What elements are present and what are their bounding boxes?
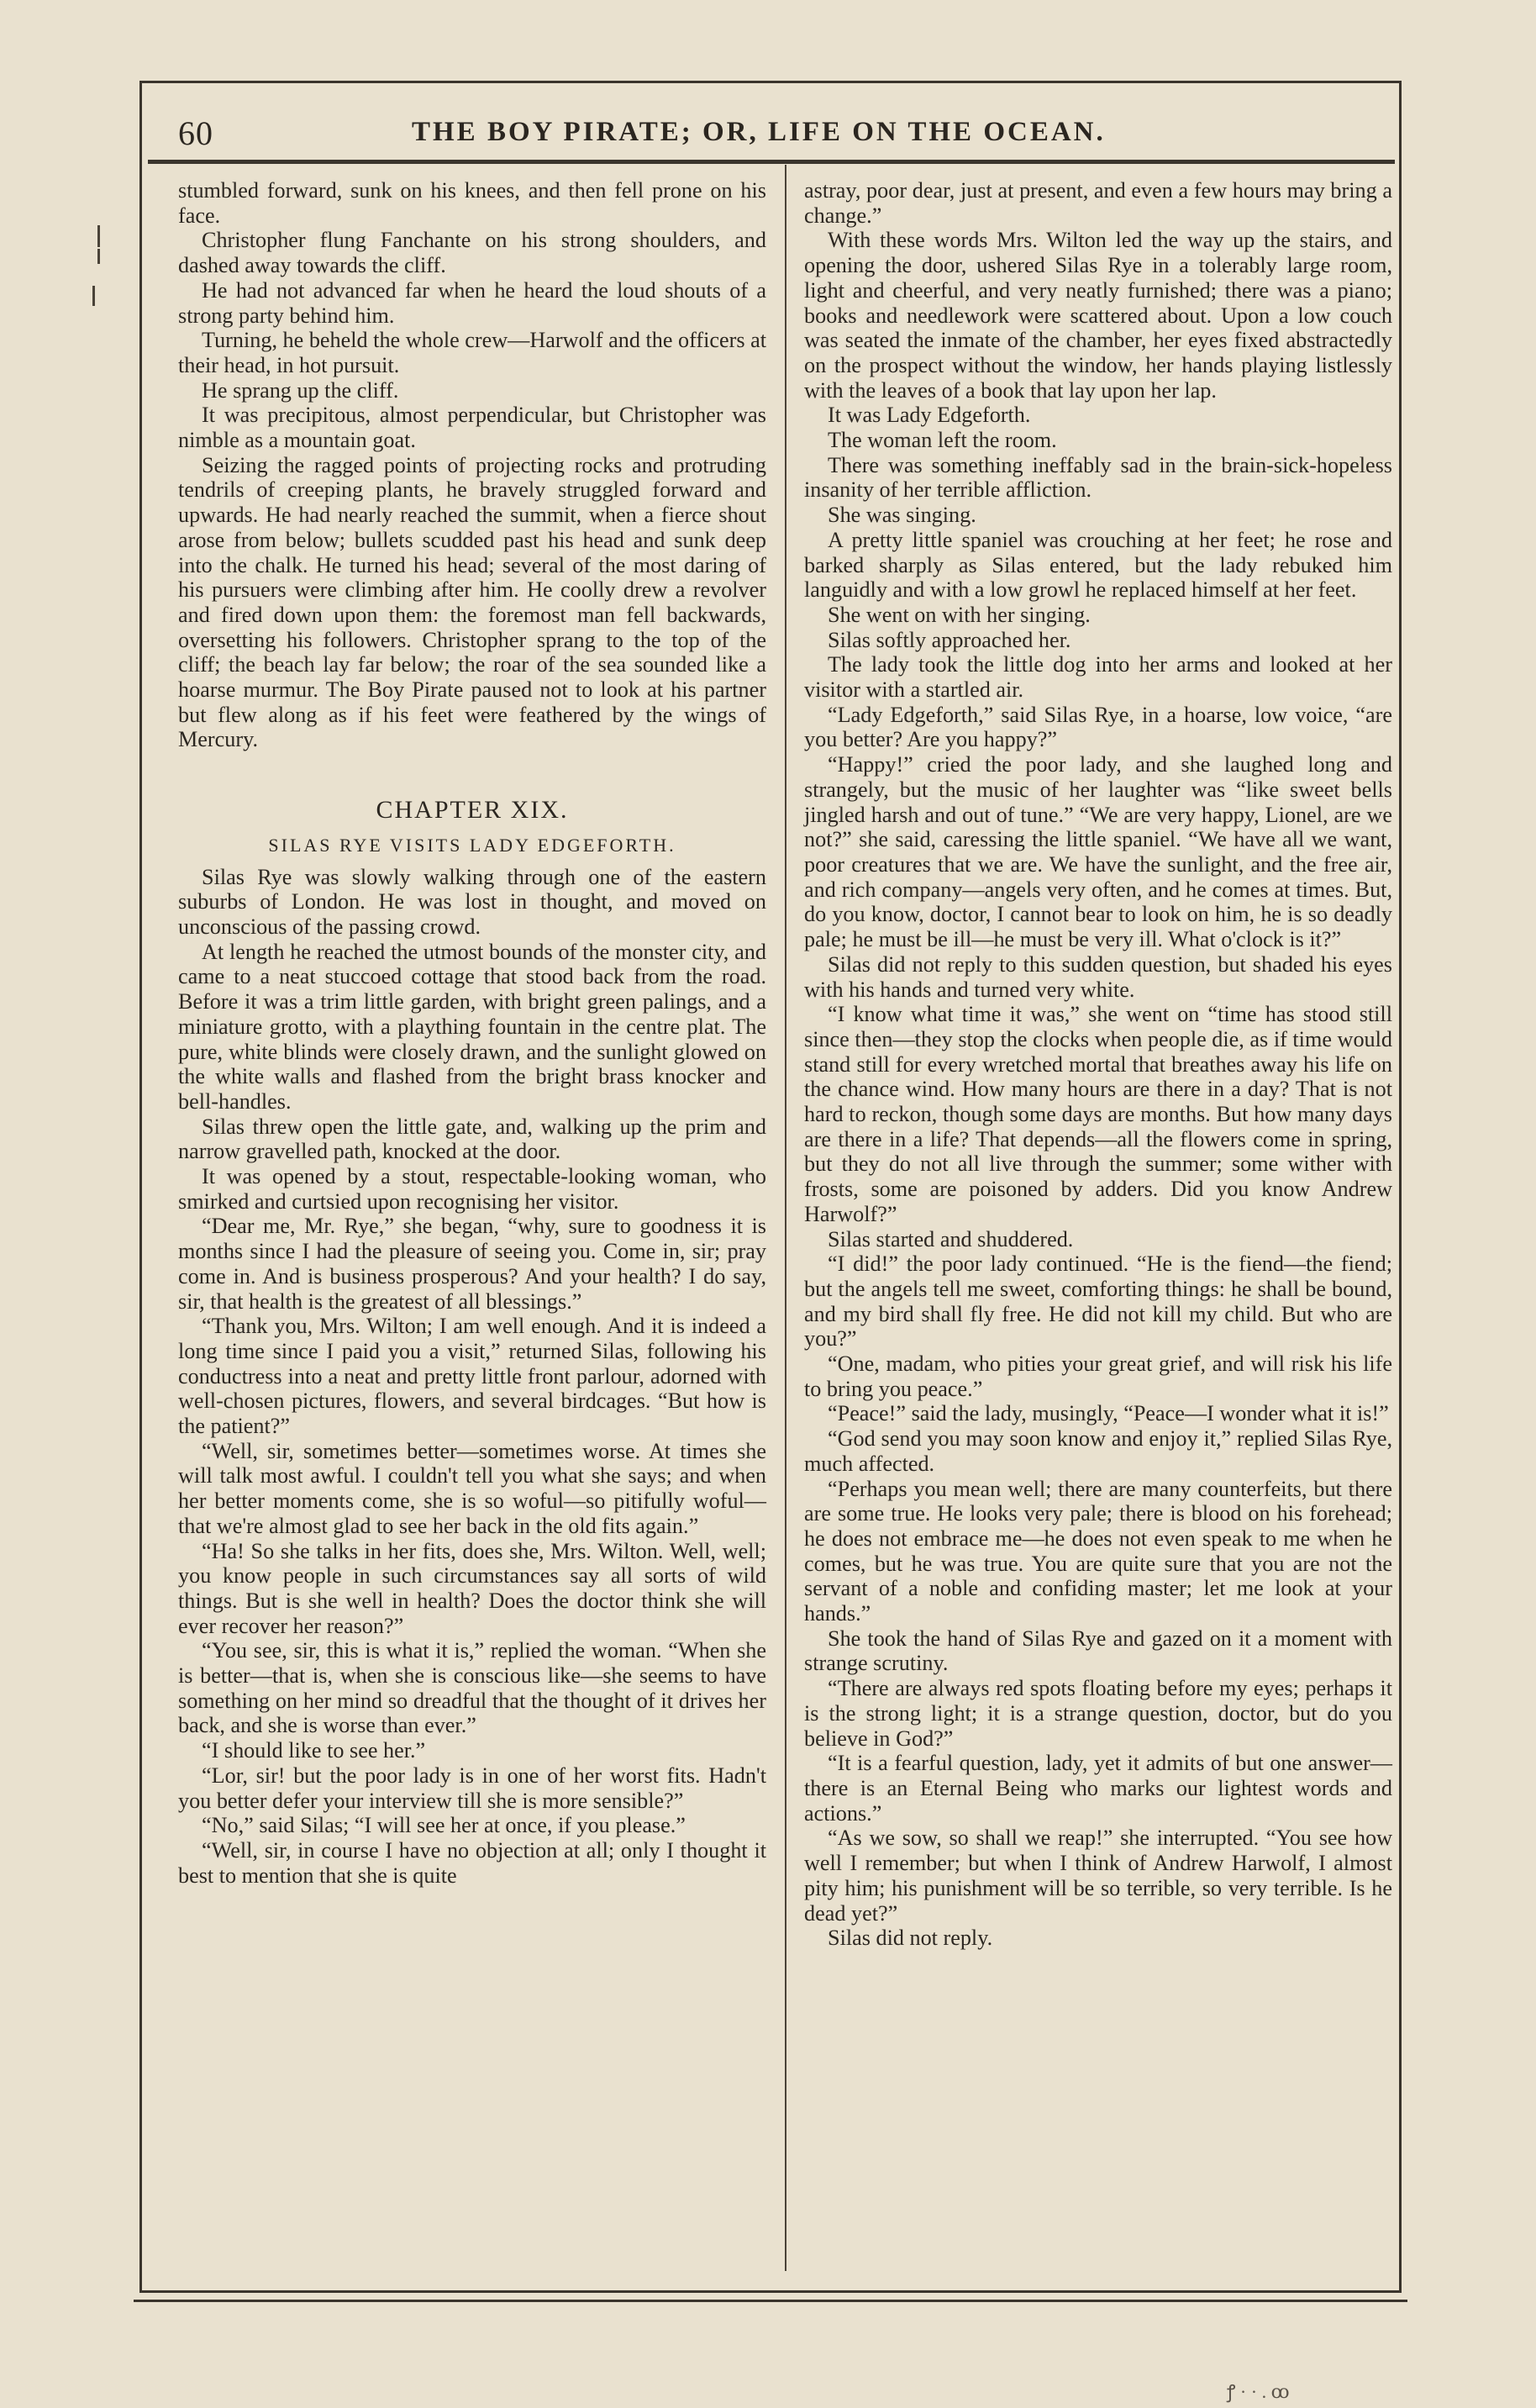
paragraph: stumbled forward, sunk on his knees, and then fell prone on his face. bbox=[178, 178, 766, 228]
paragraph: Silas did not reply to this sudden question, but shaded his eyes with his hands and turned very white. bbox=[804, 951, 1392, 1002]
paragraph: “I know what time it was,” she went on “time has stood still since then—they stop the clocks when people die, as if time would stand still for every wretched mortal that breathes away his life on the chance wind. How many hours are there in a day? That is not hard to reckon, though some days are months. But how many days are there in a life? That depends—all the flowers come in spring, but they do not all live through the summer; some wither with frosts, some are poisoned by adders. Did you know Andrew Harwolf?” bbox=[804, 1002, 1392, 1226]
paragraph: “God send you may soon know and enjoy it,” replied Silas Rye, much affected. bbox=[804, 1426, 1392, 1476]
paragraph: “One, madam, who pities your great grief, and will risk his life to bring you peace.” bbox=[804, 1352, 1392, 1401]
footer-mark: ꝭ · · . ꝏ bbox=[1227, 2381, 1290, 2402]
paragraph: With these words Mrs. Wilton led the way up the stairs, and opening the door, ushered Silas Rye in a tolerably large room, light and cheerful, and very neatly furnished; there was a piano; books and needlework were scattered about. Upon a low couch was seated the inmate of the chamber, her eyes fixed abstractedly on the prospect without the window, her hands playing listlessly with the leaves of a book that lay upon her lap. bbox=[804, 228, 1392, 403]
paragraph: A pretty little spaniel was crouching at her feet; he rose and barked sharply as Silas entered, but the lady rebuked him languidly and with a low growl he replaced himself at her feet. bbox=[804, 527, 1392, 603]
paragraph: “Thank you, Mrs. Wilton; I am well enough. And it is indeed a long time since I paid you a visit,” returned Silas, following his conductress into a neat and pretty little front parlour, adorned with well-chosen pictures, flowers, and several birdcages. “But how is the patient?” bbox=[178, 1314, 766, 1439]
paragraph: “Well, sir, in course I have no objection at all; only I thought it best to mention that she is quite bbox=[178, 1838, 766, 1888]
margin-mark bbox=[92, 286, 95, 306]
chapter-title: CHAPTER XIX. bbox=[376, 796, 569, 825]
margin-mark bbox=[97, 249, 100, 264]
paragraph: She went on with her singing. bbox=[828, 602, 1091, 627]
paragraph: “Ha! So she talks in her fits, does she, Mrs. Wilton. Well, well; you know people in such circumstances say all sorts of wild things. But is she well in health? Does the doctor think she will ever recover her reason?” bbox=[178, 1538, 766, 1638]
paragraph: “It is a fearful question, lady, yet it admits of but one answer—there is an Eternal Being who marks our lightest words and actions.” bbox=[804, 1751, 1392, 1826]
paragraph: “I did!” the poor lady continued. “He is the fiend—the fiend; but the angels tell me sweet, comforting things: he shall be bound, and my bird shall fly free. He did not kill my child. But who are you?” bbox=[804, 1251, 1392, 1352]
paragraph: “Happy!” cried the poor lady, and she laughed long and strangely, but the music of her laughter was “like sweet bells jingled harsh and out of tune.” “We are very happy, Lionel, are we not?” she said, caressing the little spaniel. “We have all we want, poor creatures that we are. We have the sunlight, and the free air, and rich company—angels very often, and he comes at times. But, do you know, doctor, I cannot bear to look on him, he is so deadly pale; he must be ill—he must be very ill. What o'clock is it?” bbox=[804, 752, 1392, 952]
running-title: THE BOY PIRATE; OR, LIFE ON THE OCEAN. bbox=[412, 117, 1106, 147]
paragraph: Silas Rye was slowly walking through one of the eastern suburbs of London. He was lost in thought, and moved on unconscious of the passing crowd. bbox=[178, 864, 766, 939]
paragraph: “As we sow, so shall we reap!” she interrupted. “You see how well I remember; but when I think of Andrew Harwolf, I almost pity him; his punishment will be so terrible, so very terrible. Is he dead yet?” bbox=[804, 1826, 1392, 1926]
paragraph: Silas softly approached her. bbox=[828, 627, 1071, 652]
paragraph: Christopher flung Fanchante on his strong shoulders, and dashed away towards the cliff. bbox=[178, 228, 766, 278]
paragraph: She was singing. bbox=[828, 503, 976, 528]
paragraph: “Perhaps you mean well; there are many counterfeits, but there are some true. He looks very pale; there is blood on his forehead; he does not embrace me—he does not even speak to me when he comes, but he was true. You are quite sure that you are not the servant of a noble and confiding master; let me look at your hands.” bbox=[804, 1476, 1392, 1626]
paragraph: He had not advanced far when he heard the loud shouts of a strong party behind him. bbox=[178, 277, 766, 328]
paragraph: The lady took the little dog into her arms and looked at her visitor with a startled air. bbox=[804, 652, 1392, 703]
paragraph: Silas started and shuddered. bbox=[828, 1226, 1074, 1251]
paragraph: Turning, he beheld the whole crew—Harwolf and the officers at their head, in hot pursuit. bbox=[178, 328, 766, 377]
paragraph: She took the hand of Silas Rye and gazed on it a moment with strange scrutiny. bbox=[804, 1626, 1392, 1676]
paragraph: astray, poor dear, just at present, and even a few hours may bring a change.” bbox=[804, 178, 1392, 228]
paragraph: “Well, sir, sometimes better—sometimes worse. At times she will talk most awful. I couldn't tell you what she says; and when her better moments come, she is so woful—so pitifully woful—that we're almost glad to see her back in the old fits again.” bbox=[178, 1438, 766, 1538]
paragraph: “Peace!” said the lady, musingly, “Peace—I wonder what it is!” bbox=[828, 1401, 1389, 1426]
paragraph: At length he reached the utmost bounds of the monster city, and came to a neat stuccoed cottage that stood back from the road. Before it was a trim little garden, with bright green palings, and a miniature grotto, with a plaything fountain in the centre plat. The pure, white blinds were closely drawn, and the sunlight glowed on the white walls and flashed from the bright brass knocker and bell-handles. bbox=[178, 939, 766, 1114]
paragraph: It was precipitous, almost perpendicular, but Christopher was nimble as a mountain goat. bbox=[178, 403, 766, 453]
margin-mark bbox=[97, 225, 100, 247]
page-number: 60 bbox=[178, 114, 213, 152]
paragraph: There was something ineffably sad in the brain-sick-hopeless insanity of her terrible affliction. bbox=[804, 452, 1392, 503]
paragraph: “There are always red spots floating before my eyes; perhaps it is the strong light; it is a strange question, doctor, but do you believe in God?” bbox=[804, 1676, 1392, 1751]
paragraph: Silas did not reply. bbox=[828, 1926, 993, 1951]
paragraph: The woman left the room. bbox=[828, 428, 1057, 453]
paragraph: “Lor, sir! but the poor lady is in one of her worst fits. Hadn't you better defer your interview till she is more sensible?” bbox=[178, 1763, 766, 1813]
running-header bbox=[168, 113, 1395, 164]
paragraph: Silas threw open the little gate, and, walking up the prim and narrow gravelled path, knocked at the door. bbox=[178, 1114, 766, 1164]
paragraph: He sprang up the cliff. bbox=[202, 377, 399, 403]
paragraph: “Lady Edgeforth,” said Silas Rye, in a hoarse, low voice, “are you better? Are you happy?” bbox=[804, 702, 1392, 752]
paragraph: It was opened by a stout, respectable-looking woman, who smirked and curtsied upon recognising her visitor. bbox=[178, 1164, 766, 1214]
right-column bbox=[804, 178, 1392, 1951]
column-divider bbox=[785, 165, 786, 2271]
paragraph: “I should like to see her.” bbox=[202, 1738, 426, 1763]
paragraph: Seizing the ragged points of projecting rocks and protruding tendrils of creeping plants, he bravely struggled forward and upwards. He had nearly reached the summit, when a fierce shout arose from below; bullets scudded past his head and sunk deep into the chalk. He turned his head; several of the most daring of his pursuers were climbing after him. He coolly drew a revolver and fired down upon them: the foremost man fell backwards, oversetting his followers. Christopher sprang to the top of the cliff; the beach lay far below; the roar of the sea sounded like a hoarse murmur. The Boy Pirate paused not to look at his partner but flew along as if his feet were feathered by the wings of Mercury. bbox=[178, 452, 766, 752]
left-column bbox=[178, 178, 766, 1888]
paragraph: “You see, sir, this is what it is,” replied the woman. “When she is better—that is, when she is conscious like—she seems to have something on her mind so dreadful that the thought of it drives her back, and she is worse than ever.” bbox=[178, 1638, 766, 1738]
paragraph: “Dear me, Mr. Rye,” she began, “why, sure to goodness it is months since I had the pleasure of seeing you. Come in, sir; pray come in. And is business prosperous? And your health? I do say, sir, that health is the greatest of all blessings.” bbox=[178, 1214, 766, 1314]
paragraph: “No,” said Silas; “I will see her at once, if you please.” bbox=[202, 1813, 686, 1838]
paragraph: It was Lady Edgeforth. bbox=[828, 403, 1031, 428]
header-rule bbox=[148, 160, 1395, 164]
chapter-subtitle: SILAS RYE VISITS LADY EDGEFORTH. bbox=[268, 834, 676, 856]
